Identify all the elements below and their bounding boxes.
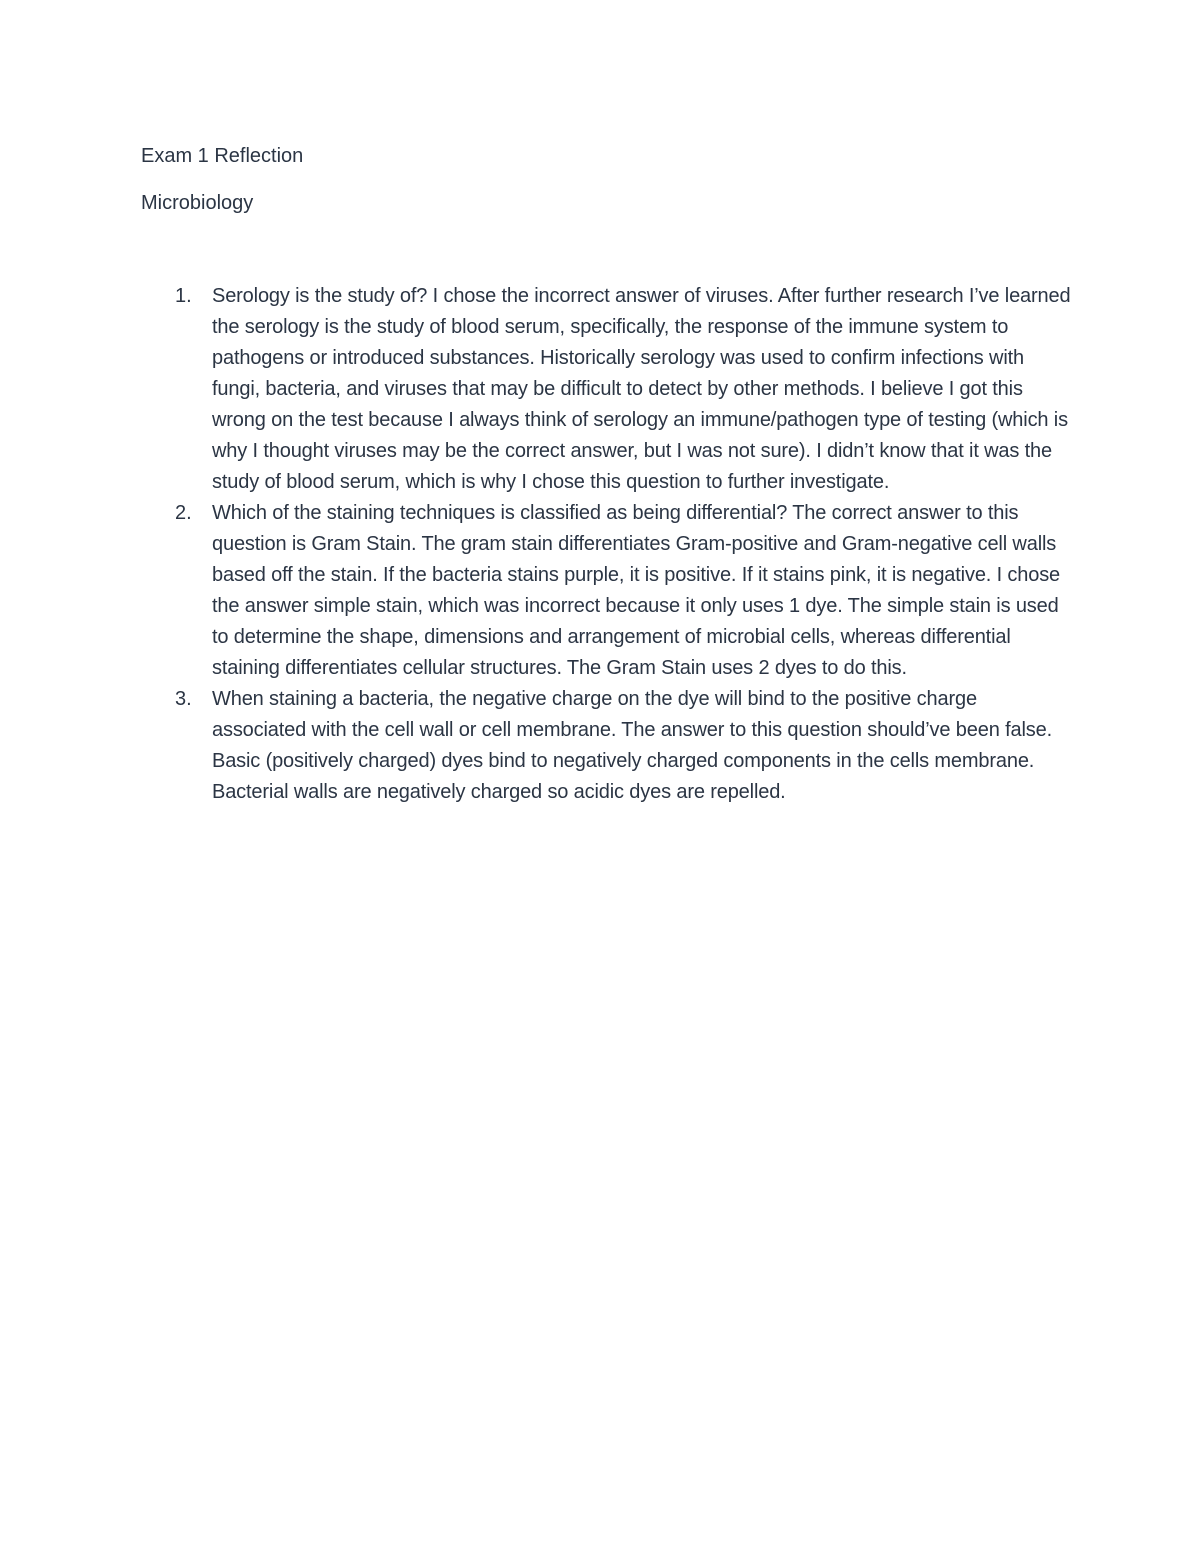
list-item-2 bbox=[141, 498, 1071, 684]
document-title: Exam 1 Reflection bbox=[141, 145, 304, 167]
list-item-number: 1. bbox=[175, 285, 192, 307]
list-item-number: 2. bbox=[175, 502, 192, 524]
list-item-3 bbox=[141, 684, 1071, 808]
list-item-text: Serology is the study of? I chose the incorrect answer of viruses. After further research I’ve learned the serology is the study of blood serum, specifically, the response of the immune system to pathogens or introduced substances. Historically serology was used to confirm infections with fungi, bacteria, and viruses that may be difficult to detect by other methods. I believe I got this wrong on the test because I always think of serology an immune/pathogen type of testing (which is why I thought viruses may be the correct answer, but I was not sure). I didn’t know that it was the study of blood serum, which is why I chose this question to further investigate. bbox=[212, 285, 1071, 493]
list-item-number: 3. bbox=[175, 688, 192, 710]
document-subtitle: Microbiology bbox=[141, 192, 254, 214]
list-item-text: When staining a bacteria, the negative charge on the dye will bind to the positive charge associated with the cell wall or cell membrane. The answer to this question should’ve been false. Basic (positively charged) dyes bind to negatively charged components in the cells membrane. Bacterial walls are negatively charged so acidic dyes are repelled. bbox=[212, 688, 1052, 803]
list-item-1 bbox=[141, 281, 1071, 498]
reflection-list bbox=[141, 281, 1071, 808]
list-item-text: Which of the staining techniques is classified as being differential? The correct answer to this question is Gram Stain. The gram stain differentiates Gram-positive and Gram-negative cell walls based off the stain. If the bacteria stains purple, it is positive. If it stains pink, it is negative. I chose the answer simple stain, which was incorrect because it only uses 1 dye. The simple stain is used to determine the shape, dimensions and arrangement of microbial cells, whereas differential staining differentiates cellular structures. The Gram Stain uses 2 dyes to do this. bbox=[212, 502, 1061, 679]
